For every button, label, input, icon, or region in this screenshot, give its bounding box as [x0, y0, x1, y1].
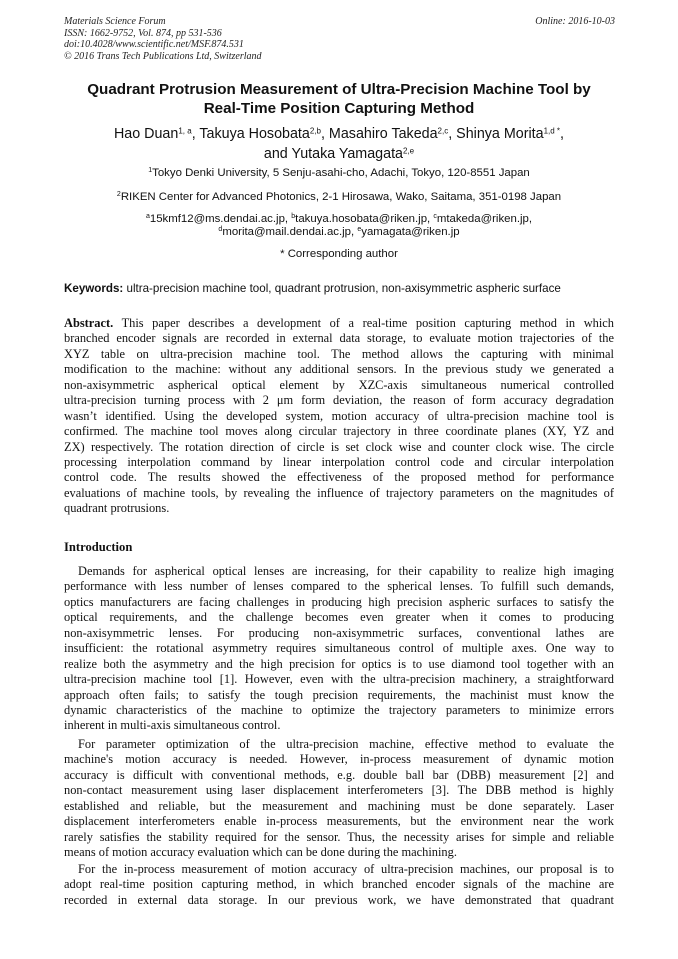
paragraph-line: For the in-process measurement of motion accuracy of ultra-precision machines, our proposal is to [78, 862, 614, 876]
intro-paragraph-1 [64, 564, 614, 734]
abstract-line: control code. The results showed the effectiveness of the proposed method for performance [64, 470, 614, 485]
paragraph-line: inherent in multi-axis simultaneous control. [64, 718, 281, 733]
author-name: , Takuya Hosobata [191, 126, 310, 142]
paragraph-line: For parameter optimization of the ultra-precision machine, effective method to evaluate the [78, 737, 614, 751]
paragraph-line: Demands for aspherical optical lenses are increasing, for their capability to realize high imaging [78, 564, 614, 578]
email-mark: e [357, 226, 362, 234]
email-line-1 [64, 212, 614, 226]
email-mark: b [291, 213, 296, 221]
intro-paragraph-2 [64, 737, 614, 861]
paragraph-line: recorded in external data storage. In our previous work, we have demonstrated that quadrant [64, 892, 614, 907]
affil-text: Tokyo Denki University, 5 Senju-asahi-cho, Adachi, Tokyo, 120-8551 Japan [152, 167, 530, 179]
abstract-line: quadrant protrusions. [64, 501, 170, 516]
affiliation-2 [64, 190, 614, 204]
abstract-line: confirmed. The machine tool moves along circular trajectory in three coordinate planes (XY, YZ and [64, 424, 614, 439]
abstract-line: modification to the machine: without any additional sensors. In the previous study we generated a [64, 362, 614, 377]
paragraph-line: established and reliable, but the measurement and machining must be done separately. Laser [64, 798, 614, 813]
abstract-line: evaluations of machine tools, by revealing the influence of trajectory parameters on the magnitudes of [64, 485, 614, 500]
paragraph-line: approach often fails; to satisfy the tough precision requirements, the machinist must know the [64, 687, 614, 702]
author-affil-mark: 2,b [309, 126, 321, 136]
author-affil-mark: 2,e [403, 146, 415, 156]
email-link[interactable]: takuya.hosobata@riken.jp, [295, 213, 434, 225]
email-mark: d [218, 226, 223, 234]
affil-mark: 1 [148, 167, 153, 175]
keywords-label: Keywords: [64, 282, 124, 295]
keywords [64, 282, 614, 296]
abstract-label: Abstract. [64, 316, 114, 330]
abstract-line [64, 316, 614, 331]
affil-text: RIKEN Center for Advanced Photonics, 2-1 Hirosawa, Wako, Saitama, 351-0198 Japan [120, 191, 562, 203]
email-mark: a [145, 213, 150, 221]
copyright-line: © 2016 Trans Tech Publications Ltd, Switzerland [64, 50, 262, 62]
email-mark: c [433, 213, 437, 221]
paragraph-line: realize both the asymmetry and the high precision for optics is to use diamond tool together with an [64, 656, 614, 671]
email-link[interactable]: mtakeda@riken.jp, [436, 213, 533, 225]
author-affil-mark: 2,c [437, 126, 449, 136]
paragraph-line: means of motion accuracy evaluation which can be done during the machining. [64, 845, 457, 860]
abstract-line: wasn’t identified. Using the developed system, motion accuracy of ultra-precision machine tool is [64, 408, 614, 423]
paragraph-line: non-contact measurement using laser displacement interferometers [3]. The DBB method is highly [64, 783, 614, 798]
abstract-line: non-axisymmetric aspherical optical element by XZC-axis simultaneous numerical controlled [64, 377, 614, 392]
abstract-line: ZX) respectively. The rotation direction of circle is set clock wise and counter clock wise. The circle [64, 439, 614, 454]
abstract-line: XYZ table on ultra-precision machine tool. The method allows the capturing with minimal [64, 346, 614, 361]
corresponding-author-note: * Corresponding author [280, 248, 398, 260]
author-line-1 [64, 124, 614, 144]
paragraph-line: non-axisymmetric lenses. For producing non-axisymmetric surfaces, conventional lathes are [64, 625, 614, 640]
email-link[interactable]: yamagata@riken.jp [361, 226, 460, 238]
email-line-2 [64, 225, 614, 239]
section-heading-introduction: Introduction [64, 540, 133, 554]
abstract-line: processing interpolation command by linear interpolation control code and circular interpolation [64, 454, 614, 469]
paragraph-line: dynamic characteristics of the machine to optimize the trajectory parameters to minimize errors [64, 702, 614, 717]
keywords-text: ultra-precision machine tool, quadrant protrusion, non-axisymmetric aspheric surface [123, 282, 561, 295]
paragraph-line: adopt real-time position capturing method, in which branched encoder signals of the machine are [64, 877, 614, 892]
paper-title [64, 80, 614, 118]
author-name: , Masahiro Takeda [320, 126, 438, 142]
abstract-line-text: This paper describes a development of a real-time position capturing method in which [113, 316, 614, 330]
paragraph-line: insufficient: the rotational asymmetry requires simultaneous control of multiple axes. One way to [64, 641, 614, 656]
affil-mark: 2 [116, 191, 121, 199]
title-line-1: Quadrant Protrusion Measurement of Ultra-Precision Machine Tool by [87, 81, 591, 98]
abstract [64, 316, 614, 517]
title-line-2: Real-Time Position Capturing Method [203, 100, 475, 117]
author-name: Hao Duan [113, 126, 179, 142]
author-name: and Yutaka Yamagata [263, 146, 403, 162]
doi-line[interactable]: doi:10.4028/www.scientific.net/MSF.874.531 [64, 39, 244, 50]
paragraph-line: performance with less number of lenses compared to the spherical lenses. To fulfill such demands, [64, 579, 614, 594]
author-name: , Shinya Morita [448, 126, 544, 142]
paragraph-line: optical requirements, and the challenge becomes even greater when it comes to producing [64, 610, 614, 625]
email-link[interactable]: morita@mail.dendai.ac.jp, [222, 226, 358, 238]
paragraph-line: rarely satisfies the stability required for the sensor. Thus, the necessity arises for simple and reliable [64, 829, 614, 844]
affiliation-1 [64, 166, 614, 180]
author-affil-mark: 1, a [178, 126, 192, 136]
author-list [64, 124, 614, 164]
abstract-line: ultra-precision turning process with 2 μm form deviation, the reason of form accuracy degradation [64, 393, 614, 408]
journal-header [64, 16, 424, 62]
author-line-2 [64, 144, 614, 164]
paragraph-line: machine's motion accuracy is needed. However, in-process measurement of dynamic motion [64, 752, 614, 767]
author-separator: , [560, 126, 565, 142]
journal-name: Materials Science Forum [64, 16, 166, 27]
paragraph-line: optics manufacturers are facing challenges in producing high precision aspheric surfaces to satisfy the [64, 594, 614, 609]
issn-line: ISSN: 1662-9752, Vol. 874, pp 531-536 [64, 27, 222, 39]
abstract-line: branched encoder signals are recorded in external data storage, to evaluate motion trajectories of the [64, 331, 614, 346]
paragraph-line: displacement interferometers enable in-process measurements, but the environment near the work [64, 814, 614, 829]
paragraph-line: accuracy is difficult with conventional methods, e.g. double ball bar (DBB) measurement [2] and [64, 767, 614, 782]
author-affil-mark: 1,d * [543, 126, 561, 136]
paragraph-line: ultra-precision machine tool [1]. However, even with the ultra-precision machinery, a straightforward [64, 672, 614, 687]
email-link[interactable]: 15kmf12@ms.dendai.ac.jp, [149, 213, 292, 225]
online-date: Online: 2016-10-03 [535, 16, 615, 27]
intro-paragraph-3 [64, 862, 614, 908]
